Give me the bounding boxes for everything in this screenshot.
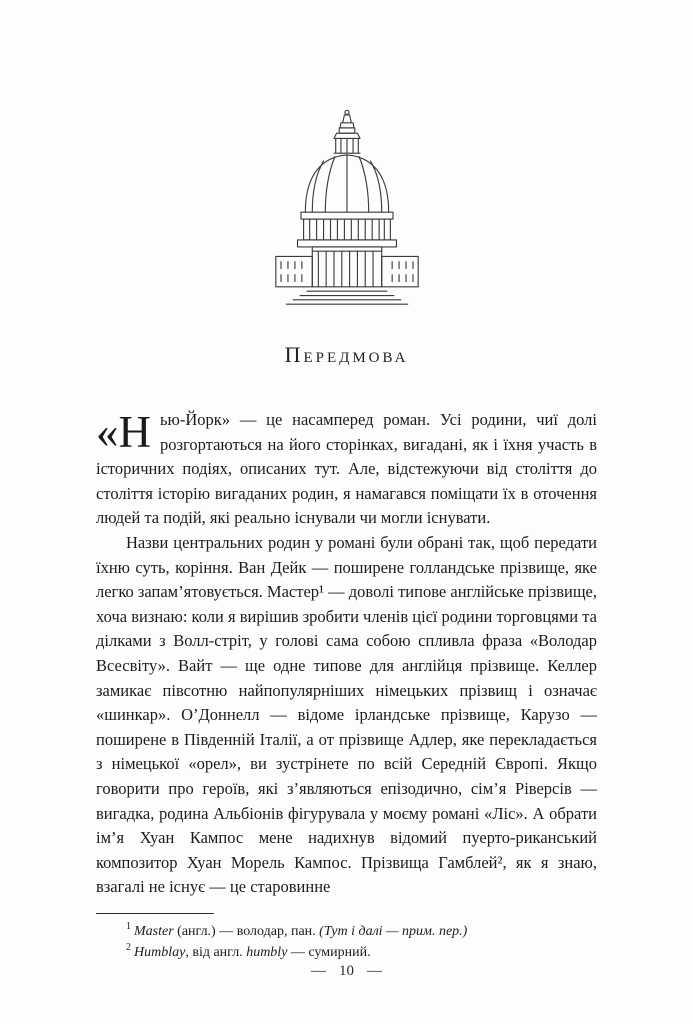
footnote-2: [96, 942, 597, 963]
footnote-2-text: Humblay, від англ. humbly — сумирний.: [134, 944, 371, 960]
footnote-1-marker: 1: [126, 921, 131, 933]
page-footer: [96, 963, 597, 980]
footnote-1-text: Master (англ.) — володар, пан. (Тут і далі — прим. пер.): [134, 923, 468, 939]
footnote-1: [96, 921, 597, 942]
footnote-2-marker: 2: [126, 942, 131, 954]
footnotes: [96, 921, 597, 963]
footer-dash-right: —: [367, 962, 382, 979]
chapter-title: Передмова: [284, 342, 409, 367]
capitol-building-icon: [241, 108, 453, 312]
paragraph-2: Назви центральних родин у романі були обрані так, щоб передати їхню суть, коріння. Ван Дейк — поширене голландське прізвище, яке легко запам’ятовується. Мастер¹ — доволі типове англійське прізвище, хоча визнаю: коли я вирішив зробити членів цієї родини торговцями та ділками з Волл-стріт, у голові сама собою спливла фраза «Володар Всесвіту». Вайт — ще одне типове для англійця прізвище. Келлер замикає півсотню найпопулярніших німецьких прізвищ і означає «шинкар». О’Доннелл — відоме ірландське прізвище, Карузо — поширене в Південній Італії, а от прізвище Адлер, яке перекладається з німецької «орел», ви зустрінете по всій Середній Європі. Якщо говорити про героїв, які з’являються епізодично, сім’я Ріверсів — вигадка, родина Альбіонів фігурувала у моєму романі «Ліс». А обрати ім’я Хуан Кампос мене надихнув відомий пуерто-риканський композитор Хуан Морель Кампос. Прізвища Гамблей², як я знаю, взагалі не існує — це старовинне: [96, 532, 597, 897]
page-number: 10: [339, 962, 354, 979]
footnote-separator: [96, 913, 214, 914]
paragraph-1: [96, 408, 597, 531]
capitol-illustration: [241, 108, 453, 312]
paragraph-1-text: ью-Йорк» — це насамперед роман. Усі родини, чиї долі розгортаються на його сторінках, вигадані, як і їхня участь в історичних подіях, описаних тут. Але, відстежуючи від століття до століття історію вигаданих родин, я намагався поміщати їх в оточення людей та подій, які реально існували чи могли існувати.: [96, 410, 597, 528]
footer-dash-left: —: [311, 962, 326, 979]
body-text: [96, 408, 597, 900]
dropcap: «Н: [96, 407, 151, 457]
